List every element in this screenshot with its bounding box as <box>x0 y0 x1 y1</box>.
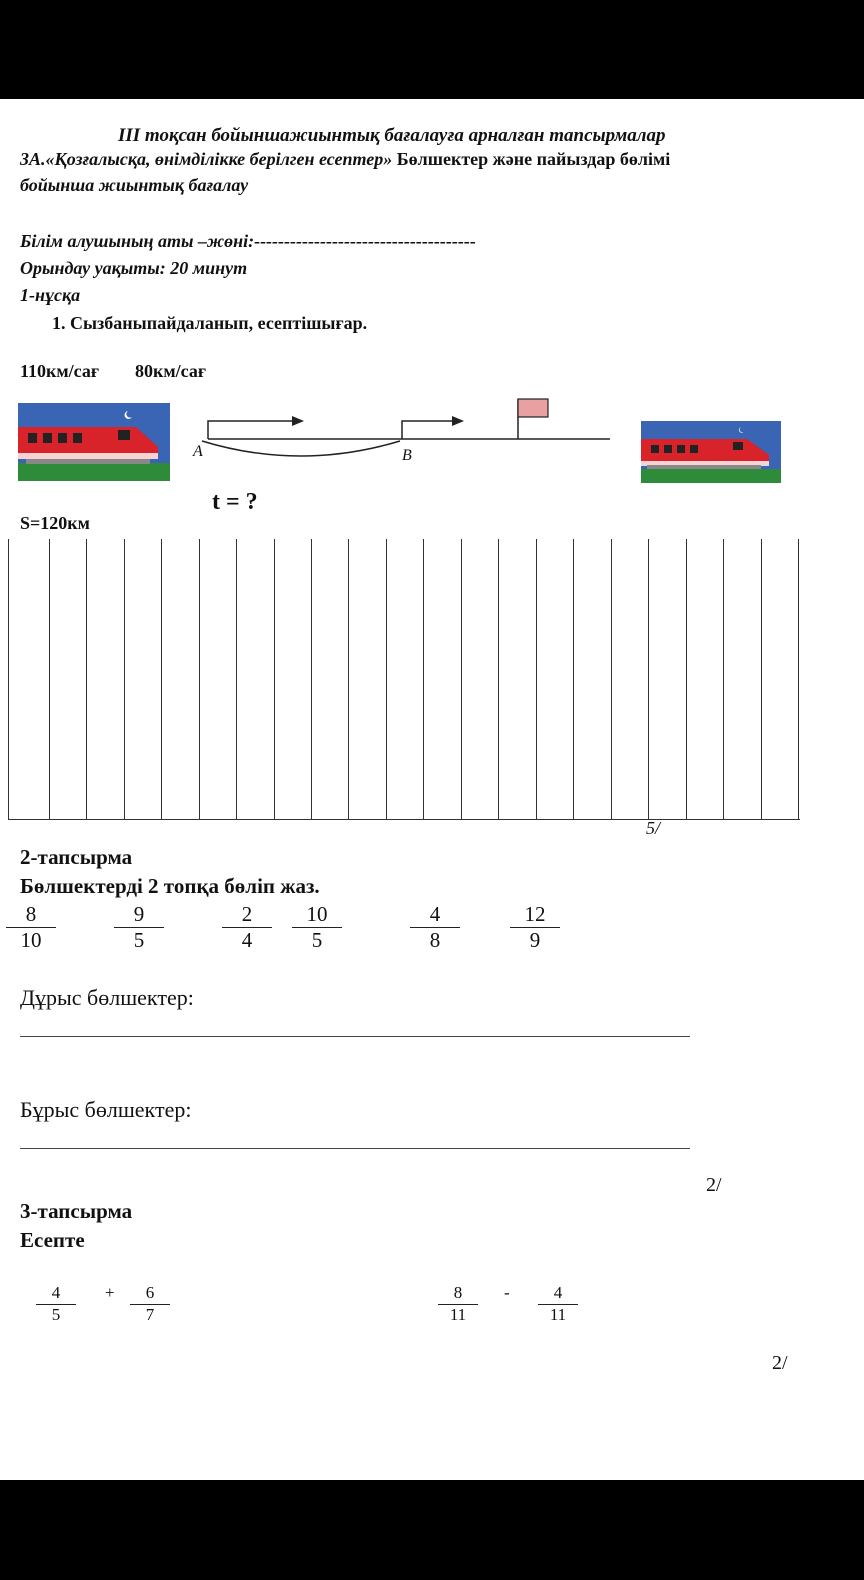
worksheet-subtitle-line3: бойынша жиынтық бағалау <box>20 175 249 195</box>
fraction-1-num: 8 <box>6 902 56 928</box>
worksheet-page <box>0 99 864 1480</box>
point-b-label: B <box>402 447 412 464</box>
expr1-a-den: 5 <box>51 1305 61 1324</box>
fraction-5-num: 4 <box>410 902 460 928</box>
expr1-a-num: 4 <box>36 1283 76 1305</box>
answer-grid[interactable] <box>8 539 800 820</box>
student-name-label: Білім алушының аты –жөні:------------------------------------- <box>20 231 476 251</box>
fraction-3-num: 2 <box>222 902 272 928</box>
expr2-a-num: 8 <box>438 1283 478 1305</box>
proper-fractions-answer-line[interactable] <box>20 1036 690 1037</box>
fraction-6-den: 9 <box>529 928 541 952</box>
fraction-6 <box>510 902 560 952</box>
fraction-2-num: 9 <box>114 902 164 928</box>
expr2-operator: - <box>504 1283 510 1302</box>
fraction-4-num: 10 <box>292 902 342 928</box>
point-a-label: A <box>193 443 203 460</box>
fraction-1-den: 10 <box>20 928 42 952</box>
task3-instruction: Есепте <box>20 1228 85 1252</box>
expr2-fraction-a <box>438 1283 478 1325</box>
proper-fractions-label: Дұрыс бөлшектер: <box>20 985 194 1010</box>
task2-score: 2/ <box>706 1174 722 1196</box>
worksheet-subtitle <box>20 149 670 170</box>
speed2-label: 80км/сағ <box>135 361 207 381</box>
improper-fractions-label: Бұрыс бөлшектер: <box>20 1097 192 1122</box>
expr1-b-den: 7 <box>145 1305 155 1324</box>
distance-label: S=120км <box>20 513 90 533</box>
expr1-fraction-a <box>36 1283 76 1325</box>
fraction-2-den: 5 <box>133 928 145 952</box>
expr1-operator: + <box>105 1283 115 1302</box>
variant-label: 1-нұсқа <box>20 285 81 305</box>
fraction-5 <box>410 902 460 952</box>
improper-fractions-answer-line[interactable] <box>20 1148 690 1149</box>
expr2-b-num: 4 <box>538 1283 578 1305</box>
expr2-a-den: 11 <box>449 1305 467 1324</box>
fraction-3 <box>222 902 272 952</box>
worksheet-title: ІІІ тоқсан бойыншажиынтық бағалауға арналған тапсырмалар <box>118 125 666 146</box>
subtitle-rest: Бөлшектер және пайыздар бөлімі <box>392 149 671 169</box>
expr2-b-den: 11 <box>549 1305 567 1324</box>
task3-score: 2/ <box>772 1352 788 1374</box>
fraction-2 <box>114 902 164 952</box>
task2-instruction: Бөлшектерді 2 топқа бөліп жаз. <box>20 874 320 898</box>
fraction-4-den: 5 <box>311 928 323 952</box>
time-question: t = ? <box>212 489 258 515</box>
time-label: Орындау уақыты: 20 минут <box>20 258 248 278</box>
fraction-6-num: 12 <box>510 902 560 928</box>
expr2-fraction-b <box>538 1283 578 1325</box>
task1-heading: 1. Сызбаныпайдаланып, есептішығар. <box>52 313 368 333</box>
task1-score: 5/ <box>646 818 661 838</box>
task3-title: 3-тапсырма <box>20 1199 133 1223</box>
fraction-1 <box>6 902 56 952</box>
fraction-4 <box>292 902 342 952</box>
train-left-image <box>18 403 170 481</box>
speed1-label: 110км/сағ <box>20 361 100 381</box>
motion-diagram <box>180 389 620 469</box>
subtitle-italic: 3А.«Қозғалысқа, өнімділікке берілген есептер» <box>20 149 393 169</box>
train-right-image <box>641 421 781 483</box>
fraction-5-den: 8 <box>429 928 441 952</box>
expr1-b-num: 6 <box>130 1283 170 1305</box>
task2-title: 2-тапсырма <box>20 845 133 869</box>
fraction-3-den: 4 <box>241 928 253 952</box>
expr1-fraction-b <box>130 1283 170 1325</box>
